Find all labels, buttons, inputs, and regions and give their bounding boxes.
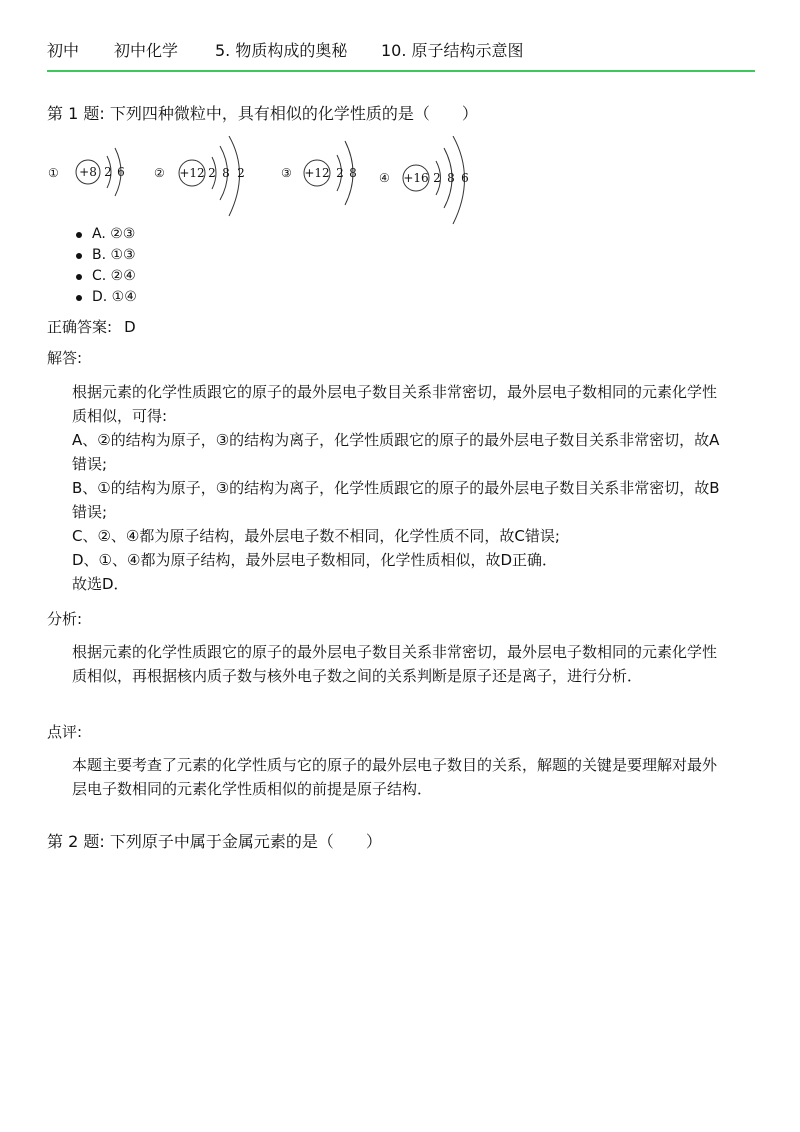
shell-count-2-1: 2 xyxy=(208,166,216,180)
option-b[interactable]: B. ①③ xyxy=(74,245,137,266)
correct-answer-label: 正确答案: xyxy=(47,318,113,336)
analysis-paragraph: 根据元素的化学性质跟它的原子的最外层电子数目关系非常密切，最外层电子数相同的元素化学性质相似，再根据核内质子数与核外电子数之间的关系判断是原子还是离子，进行分析． xyxy=(72,643,718,685)
breadcrumb-level[interactable]: 初中 xyxy=(47,41,80,60)
comment-paragraph: 本题主要考查了元素的化学性质与它的原子的最外层电子数目的关系，解题的关键是要理解对最外层电子数相同的元素化学性质相似的前提是原子结构． xyxy=(72,756,718,798)
option-a[interactable]: A. ②③ xyxy=(74,224,137,245)
nucleus-charge-3: +12 xyxy=(304,166,330,180)
comment-text xyxy=(72,753,722,801)
nucleus-charge-1: +8 xyxy=(79,165,97,179)
shell-count-1-2: 6 xyxy=(117,165,125,179)
question-2-title: 第 2 题: 下列原子中属于金属元素的是（ ） xyxy=(47,832,382,851)
analysis-text xyxy=(72,640,722,688)
atom-structure-diagram xyxy=(46,136,476,228)
shell-count-2-2: 8 xyxy=(222,166,230,180)
solution-line: 根据元素的化学性质跟它的原子的最外层电子数目关系非常密切，最外层电子数相同的元素化学性质相似，可得: xyxy=(72,383,718,425)
question-1-options xyxy=(74,224,137,308)
shell-count-4-1: 2 xyxy=(433,171,441,185)
shell-count-4-3: 6 xyxy=(461,171,469,185)
option-c[interactable]: C. ②④ xyxy=(74,266,137,287)
breadcrumb-unit[interactable]: 5. 物质构成的奥秘 xyxy=(215,41,348,60)
particle-index-1: ① xyxy=(48,166,59,180)
shell-count-3-2: 8 xyxy=(349,166,357,180)
shell-count-1-1: 2 xyxy=(104,165,112,179)
particle-index-3: ③ xyxy=(281,166,292,180)
solution-text xyxy=(72,380,722,596)
nucleus-charge-2: +12 xyxy=(179,166,205,180)
breadcrumb-subject[interactable]: 初中化学 xyxy=(114,41,179,60)
option-d[interactable]: D. ①④ xyxy=(74,287,137,308)
particle-index-2: ② xyxy=(154,166,165,180)
solution-line: B、①的结构为原子，③的结构为离子，化学性质跟它的原子的最外层电子数目关系非常密切，故B错误; xyxy=(72,479,720,521)
correct-answer xyxy=(47,316,136,338)
breadcrumb-topic[interactable]: 10. 原子结构示意图 xyxy=(381,41,524,60)
question-1-title: 第 1 题: 下列四种微粒中，具有相似的化学性质的是（ ） xyxy=(47,104,478,123)
solution-line: 故选D． xyxy=(72,575,129,593)
analysis-label: 分析: xyxy=(47,610,83,628)
shell-count-4-2: 8 xyxy=(447,171,455,185)
correct-answer-value: D xyxy=(124,318,136,336)
header-divider xyxy=(47,70,755,72)
shell-count-2-3: 2 xyxy=(237,166,245,180)
comment-label: 点评: xyxy=(47,723,83,741)
shell-count-3-1: 2 xyxy=(336,166,344,180)
solution-label: 解答: xyxy=(47,349,83,367)
solution-line: A、②的结构为原子，③的结构为离子，化学性质跟它的原子的最外层电子数目关系非常密切，故A错误; xyxy=(72,431,720,473)
solution-line: D、①、④都为原子结构，最外层电子数相同，化学性质相似，故D正确． xyxy=(72,551,557,569)
particle-index-4: ④ xyxy=(379,171,390,185)
nucleus-charge-4: +16 xyxy=(403,171,429,185)
solution-line: C、②、④都为原子结构，最外层电子数不相同，化学性质不同，故C错误; xyxy=(72,527,560,545)
